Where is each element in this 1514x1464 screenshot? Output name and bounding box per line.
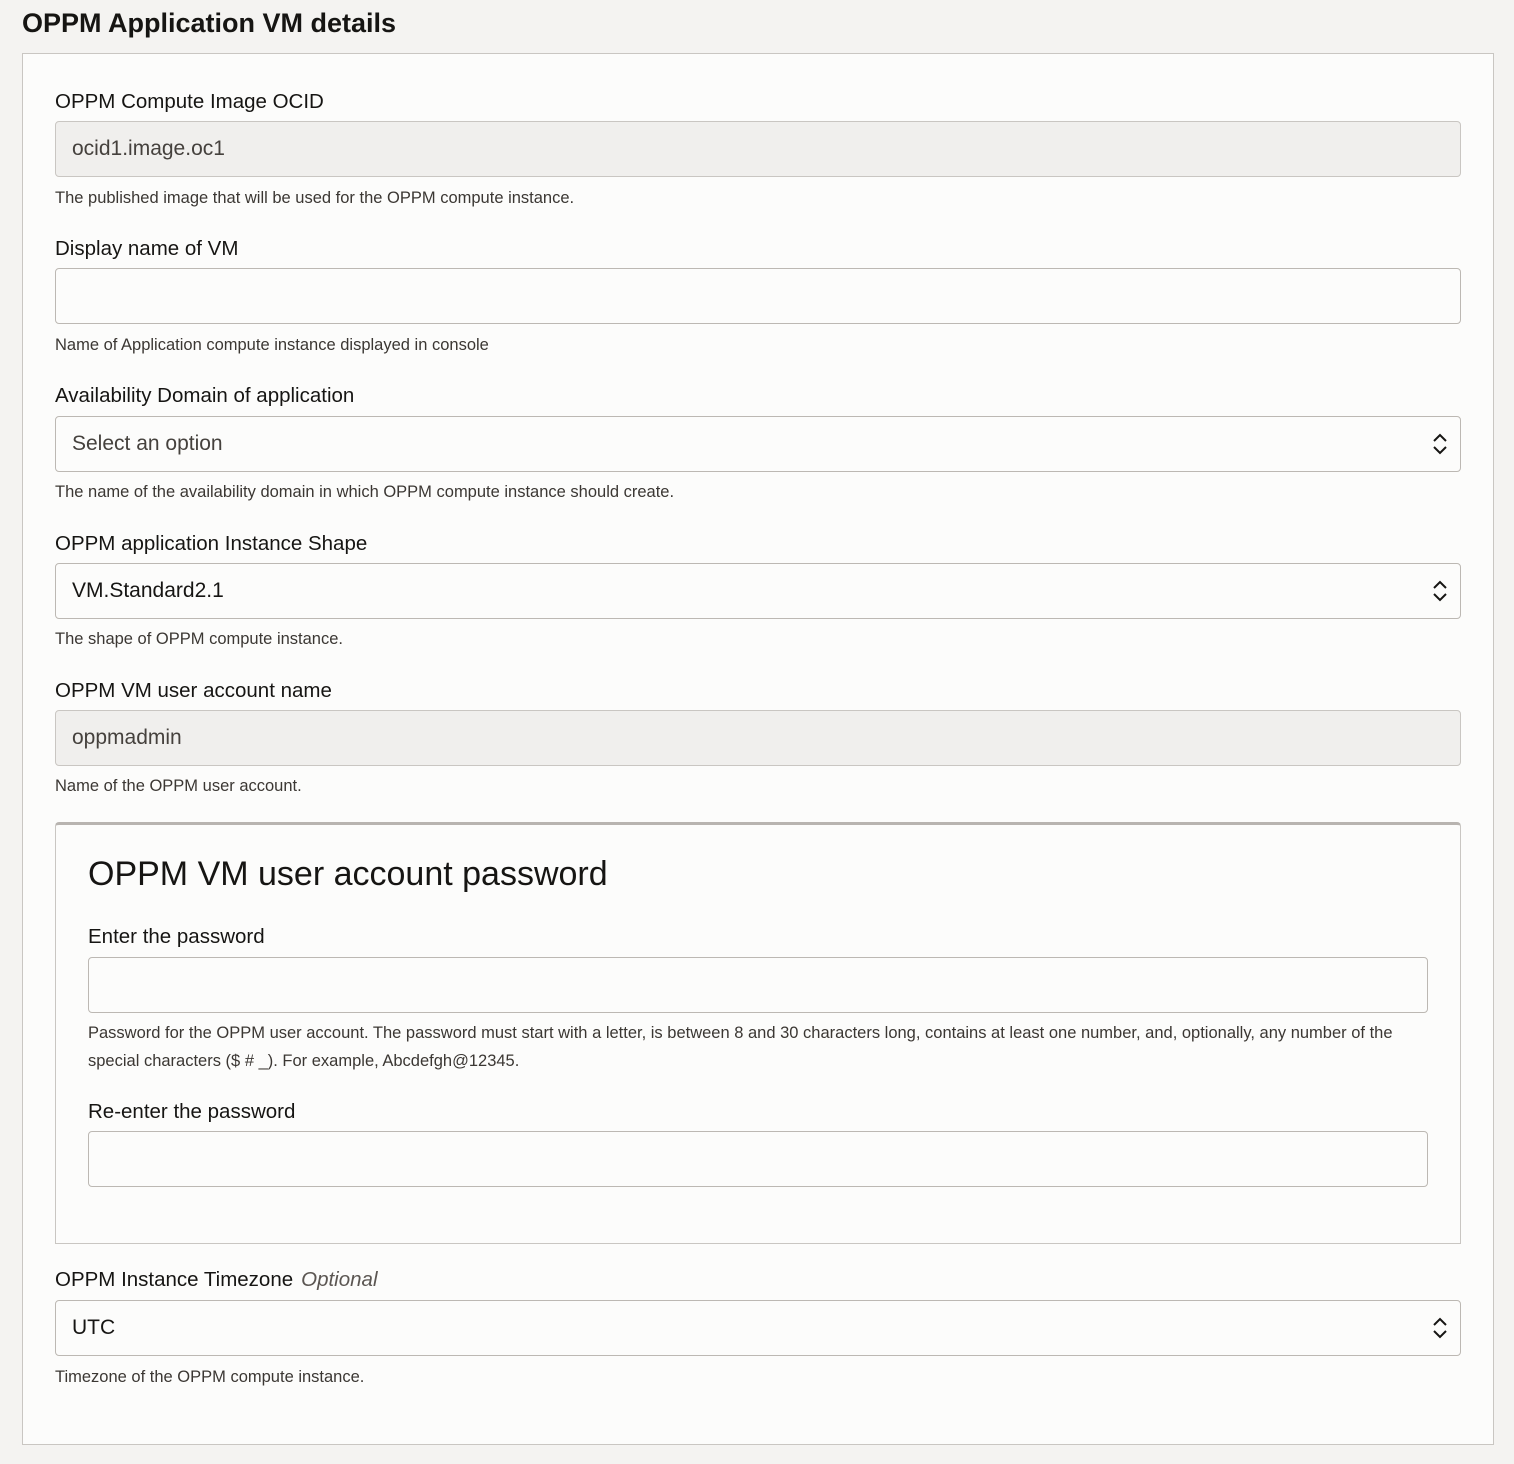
shape-label: OPPM application Instance Shape xyxy=(55,532,368,555)
image-ocid-help: The published image that will be used for the OPPM compute instance. xyxy=(55,189,575,207)
shape-value: VM.Standard2.1 xyxy=(72,579,224,602)
chevron-up-down-icon xyxy=(1430,1315,1450,1341)
display-name-input[interactable] xyxy=(55,268,1461,324)
availability-domain-value: Select an option xyxy=(72,432,223,455)
user-account-input[interactable]: oppmadmin xyxy=(55,710,1461,766)
reenter-password-input[interactable] xyxy=(88,1131,1428,1187)
availability-domain-help: The name of the availability domain in which OPPM compute instance should create. xyxy=(55,483,675,501)
optional-tag: Optional xyxy=(301,1268,378,1291)
user-account-label: OPPM VM user account name xyxy=(55,679,332,702)
vm-details-panel xyxy=(22,53,1494,1445)
chevron-up-down-icon xyxy=(1430,578,1450,604)
shape-help: The shape of OPPM compute instance. xyxy=(55,630,343,648)
availability-domain-select[interactable] xyxy=(55,416,1461,472)
page-title: OPPM Application VM details xyxy=(22,8,397,38)
chevron-up-down-icon xyxy=(1430,431,1450,457)
image-ocid-label: OPPM Compute Image OCID xyxy=(55,90,324,113)
timezone-label xyxy=(55,1268,378,1292)
image-ocid-input[interactable]: ocid1.image.oc1 xyxy=(55,121,1461,177)
password-section xyxy=(55,822,1461,1244)
availability-domain-label: Availability Domain of application xyxy=(55,384,355,407)
shape-select[interactable] xyxy=(55,563,1461,619)
reenter-password-label: Re-enter the password xyxy=(88,1100,296,1123)
display-name-help: Name of Application compute instance displayed in console xyxy=(55,336,489,354)
password-help: Password for the OPPM user account. The password must start with a letter, is between 8 and 30 characters long, contains at least one number, and, optionally, any number of the special characters ($ # _). For example, Abcdefgh@12345. xyxy=(88,1024,1393,1070)
timezone-help: Timezone of the OPPM compute instance. xyxy=(55,1368,365,1386)
password-label: Enter the password xyxy=(88,925,265,948)
user-account-help: Name of the OPPM user account. xyxy=(55,777,302,795)
timezone-label-text: OPPM Instance Timezone xyxy=(55,1268,294,1291)
password-input[interactable] xyxy=(88,957,1428,1013)
password-section-title: OPPM VM user account password xyxy=(88,855,608,893)
display-name-label: Display name of VM xyxy=(55,237,239,260)
timezone-value: UTC xyxy=(72,1316,116,1339)
timezone-select[interactable] xyxy=(55,1300,1461,1356)
